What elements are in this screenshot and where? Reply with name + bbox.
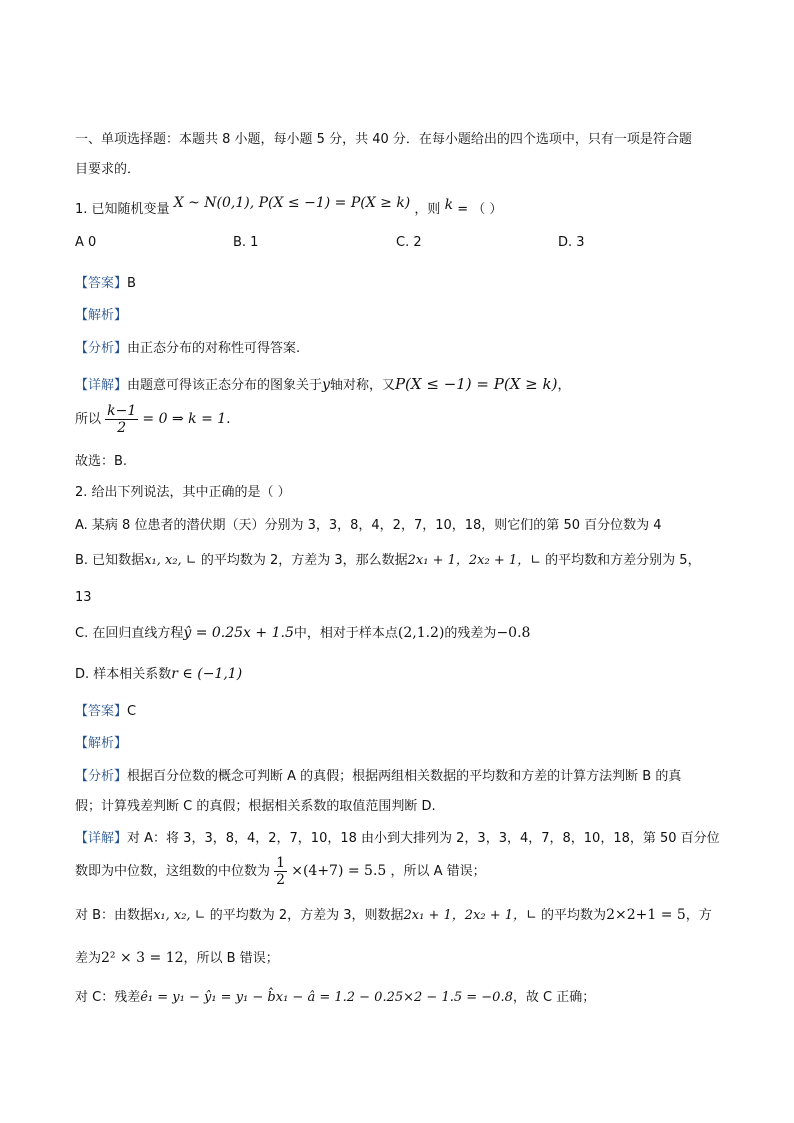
q1-xiangjie [75, 376, 570, 394]
xiangjie-text1: 由题意可得该正态分布的图象关于 [127, 378, 323, 393]
q2-b-suffix: 的平均数和方差分别为 5， [541, 553, 701, 568]
q1-stem-suffix1: ，则 [414, 202, 441, 217]
q2-c-math3: −0.8 [496, 625, 531, 641]
section-header-line2: 目要求的． [75, 162, 141, 177]
b-line2-math: 2² × 3 = 12 [101, 950, 184, 966]
q2-c-math2: (2,1.2) [397, 625, 445, 641]
q2-option-b-cont: 13 [75, 590, 92, 605]
b-line2-prefix: 差为 [75, 951, 102, 966]
fraction [105, 403, 138, 436]
answer-value: C [127, 704, 137, 719]
q1-guxuan: 故选：B. [75, 454, 128, 469]
fraction-denominator: 2 [117, 420, 127, 436]
fraction-numerator: 1 [276, 855, 286, 871]
answer-value: B [127, 276, 136, 291]
c-line-suffix: ，故 C 正确； [512, 990, 596, 1005]
q2-fenxi-line2: 假；计算残差判断 C 的真假；根据相关系数的取值范围判断 D. [75, 799, 436, 814]
xiangjie-tag: 【详解】 [75, 378, 128, 393]
q1-stem-prefix: 1. 已知随机变量 [75, 202, 170, 217]
b-line2-suffix: ，所以 B 错误； [183, 951, 279, 966]
xiangjie-line2-prefix: 数即为中位数，这组数的中位数为 [75, 864, 271, 879]
q1-stem-math: X ~ N(0,1), P(X ≤ −1) = P(X ≥ k) [173, 195, 411, 211]
xiangjie-text: 对 A：将 3，3，8，4，2，7，10，18 由小到大排列为 2，3，3，4，7，8，10，18，第 50 百分位 [127, 831, 720, 846]
b-line1-mid2: 的平均数为 [536, 908, 607, 923]
b-line1-math3: 2×2+1 = 5 [606, 907, 686, 923]
q2-b-math2: 2x₁ + 1，2x₂ + 1，∟ [407, 553, 542, 568]
xiangjie-y: y [322, 377, 330, 393]
q2-option-b [75, 553, 701, 569]
q2-option-c [75, 625, 530, 642]
q2-c-mid2: 的残差为 [444, 626, 497, 641]
q2-b-prefix: B. 已知数据 [75, 553, 145, 568]
xiangjie-math: P(X ≤ −1) = P(X ≥ k) [394, 375, 558, 393]
c-line-math: ê₁ = y₁ − ŷ₁ = y₁ − b̂x₁ − â = 1.2 − 0.25×2 − 1.5 = −0.8 [140, 990, 513, 1005]
q2-option-d [75, 666, 242, 683]
c-line-prefix: 对 C：残差 [75, 990, 141, 1005]
fenxi-text: 根据百分位数的概念可判断 A 的真假；根据两组相关数据的平均数和方差的计算方法判断 B 的真 [127, 769, 682, 784]
b-line1-math2: 2x₁ + 1，2x₂ + 1，∟ [403, 908, 537, 923]
q2-b-mid: 的平均数为 2，方差为 3，那么数据 [196, 553, 408, 568]
suoyi-math: = 0 ⇒ k = 1. [142, 411, 231, 427]
q1-stem-suffix2: = （ ） [457, 202, 503, 217]
fenxi-text: 由正态分布的对称性可得答案. [127, 341, 301, 356]
q2-c-math1: ŷ = 0.25x + 1.5 [183, 625, 294, 641]
xiangjie-tag: 【详解】 [75, 831, 128, 846]
q1-suoyi [75, 402, 231, 437]
q1-option-a: A 0 [75, 235, 97, 250]
q2-c-analysis-line [75, 990, 595, 1006]
q2-xiangjie-line2 [75, 854, 486, 889]
q1-stem [75, 195, 503, 218]
q1-option-b: B. 1 [233, 235, 259, 250]
q2-option-a: A. 某病 8 位患者的潜伏期（天）分别为 3，3，8，4，2，7，10，18，则它们的第 50 百分位数为 4 [75, 518, 662, 533]
fraction-denominator: 2 [276, 872, 286, 888]
b-line1-suffix: ，方 [685, 908, 712, 923]
q1-option-d: D. 3 [558, 235, 585, 250]
q1-option-c: C. 2 [396, 235, 422, 250]
q2-answer [75, 704, 136, 720]
xiangjie-text2: 轴对称，又 [329, 378, 395, 393]
half-fraction [274, 855, 287, 888]
xiangjie-line2-suffix: ，所以 A 错误； [390, 864, 486, 879]
q2-b-analysis-line2 [75, 950, 279, 967]
suoyi-text: 所以 [75, 412, 102, 427]
fraction-numerator: k−1 [107, 403, 137, 419]
q2-d-math: r ∈ (−1,1) [171, 666, 243, 682]
q2-fenxi-line1 [75, 769, 681, 785]
q1-answer [75, 276, 136, 292]
q2-b-math1: x₁, x₂, ∟ [144, 553, 197, 568]
b-line1-math1: x₁, x₂, ∟ [153, 908, 206, 923]
q1-jiexi-tag: 【解析】 [75, 308, 128, 323]
answer-tag: 【答案】 [75, 276, 128, 291]
xiangjie-text3: ， [557, 378, 571, 393]
xiangjie-line2-math: ×(4+7) = 5.5 [291, 863, 387, 879]
q2-d-prefix: D. 样本相关系数 [75, 667, 172, 682]
q2-b-analysis-line1 [75, 907, 712, 924]
q1-fenxi [75, 341, 300, 357]
q2-c-mid: 中，相对于样本点 [293, 626, 398, 641]
q2-jiexi-tag: 【解析】 [75, 736, 128, 751]
q1-stem-k: k [444, 197, 454, 213]
q2-stem: 2. 给出下列说法，其中正确的是（ ） [75, 485, 291, 500]
answer-tag: 【答案】 [75, 704, 128, 719]
q2-c-prefix: C. 在回归直线方程 [75, 626, 184, 641]
b-line1-prefix: 对 B：由数据 [75, 908, 154, 923]
b-line1-mid: 的平均数为 2，方差为 3，则数据 [205, 908, 404, 923]
fenxi-tag: 【分析】 [75, 341, 128, 356]
fenxi-tag: 【分析】 [75, 769, 128, 784]
section-header-line1: 一、单项选择题：本题共 8 小题，每小题 5 分，共 40 分．在每小题给出的四个选项中，只有一项是符合题 [75, 132, 692, 147]
q2-xiangjie-line1 [75, 831, 720, 847]
